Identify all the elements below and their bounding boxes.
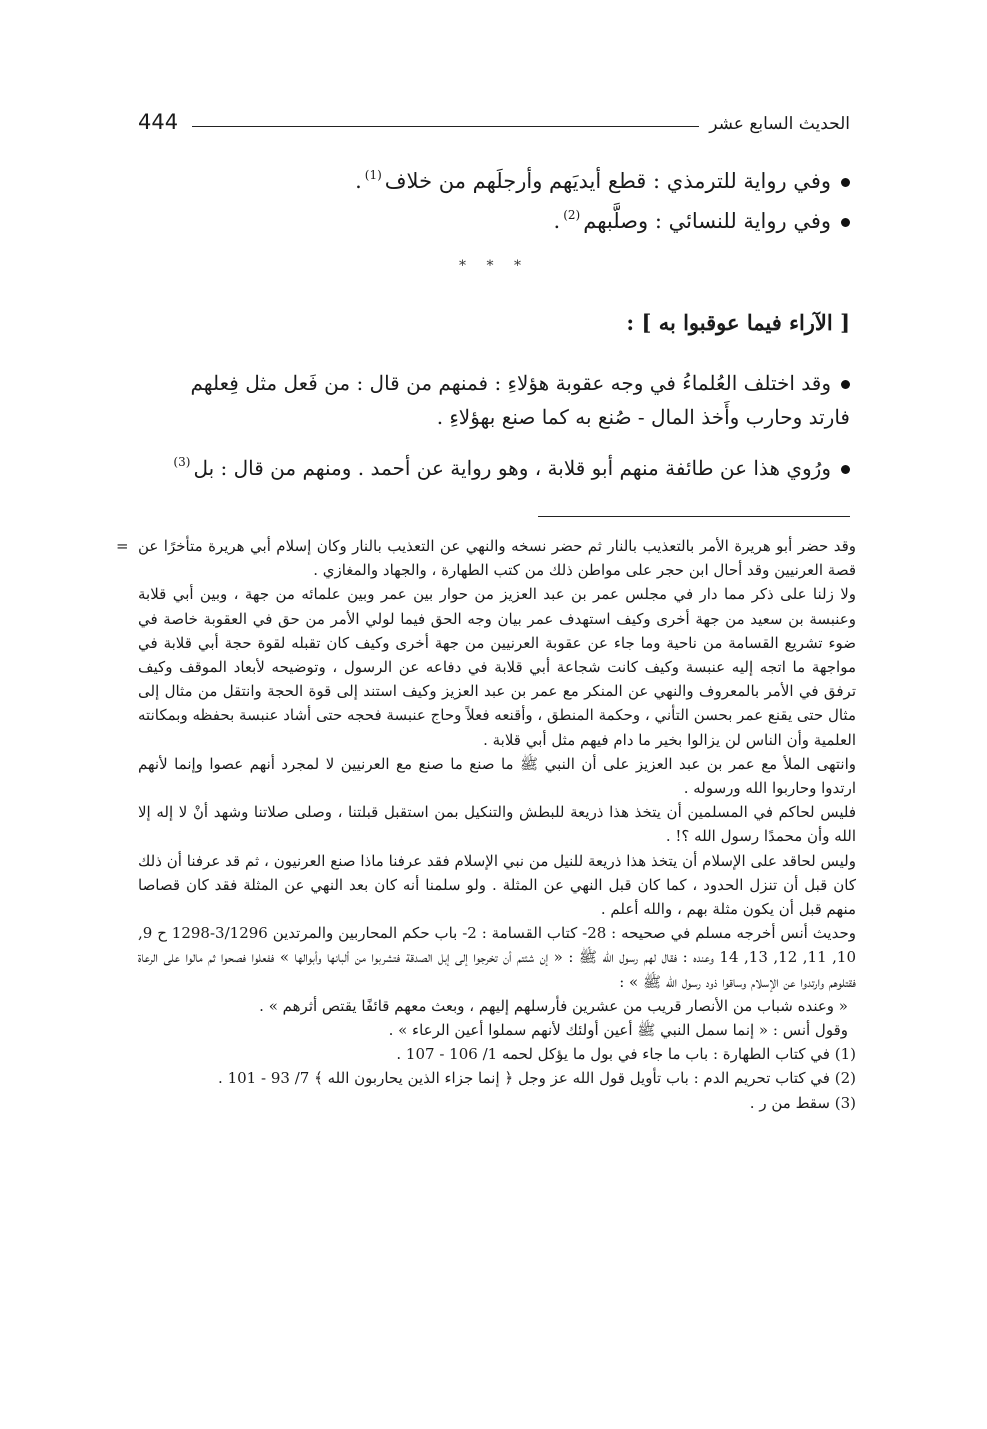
footnote-ref-1[interactable]: (1) [364, 168, 382, 182]
footnote-ref-2[interactable]: (2) [563, 208, 581, 222]
bullet-icon [841, 380, 850, 389]
nasai-text: وفي رواية للنسائي : وصلَّبهم [583, 209, 831, 233]
bullet-icon [841, 218, 850, 227]
header-rule [192, 126, 699, 127]
main-text [138, 158, 850, 238]
paragraph-1-line-1 [138, 366, 850, 400]
footnote-ref-3[interactable]: (3) [173, 455, 191, 469]
section-heading [138, 306, 850, 340]
running-title: الحديث السابع عشر [709, 114, 850, 134]
page-number: 444 [138, 110, 179, 134]
footnote-paragraph-8: وقول أنس : « إنما سمل النبي ﷺ أعين أولئك لأنهم سملوا أعين الرعاء » . [388, 1021, 848, 1040]
paragraph-1-text-1: وقد اختلف العُلماءُ في وجه عقوبة هؤلاءِ : فمنهم من قال : من فَعل مثل فِعلهم [190, 371, 831, 395]
line-end: . [553, 209, 561, 233]
footnote-2: (2) في كتاب تحريم الدم : باب تأويل قول الله عز وجل ﴿ إنما جزاء الذين يحاربون الله ﴾ 7/ 93 - 101 . [218, 1069, 856, 1088]
footnote-paragraph-5: وليس لحاقد على الإسلام أن يتخذ هذا ذريعة للنيل من نبي الإسلام فقد عرفنا ماذا صنع العرنيون ، ثم قد عرفنا أن ذلك كان قبل أن تنزل الحدود ، كما كان قبل النهي عن المثلة . ولو سلمنا أنه كان بعد النهي عن المثلة فقد كان قصاصا منهم قبل أن يكون مثلة بهم ، والله أعلم . [138, 851, 856, 919]
heading-bracket-close: ] : [626, 310, 652, 335]
tirmidhi-line [138, 158, 850, 198]
section [138, 306, 850, 340]
footnote-paragraph-4: فليس لحاكم في المسلمين أن يتخذ هذا ذريعة للبطش والتنكيل بمن استقبل قبلتنا ، وصلى صلاتنا وشهد أنْ لا إله إلا الله وأن محمدًا رسول الله ؟! . [138, 803, 856, 846]
paragraph-1 [138, 366, 850, 485]
line-end: . [355, 169, 362, 193]
footnotes [116, 534, 857, 1115]
footnote-paragraph-7: « وعنده شباب من الأنصار قريب من عشرين فأرسلهم إليهم ، وبعث معهم قائفًا يقتص أثرهم » . [259, 996, 848, 1015]
bullet-icon [841, 178, 850, 187]
heading-title: الآراء فيما عوقبوا به [658, 310, 833, 335]
heading-bracket-open: [ [840, 310, 850, 335]
separator [138, 258, 850, 274]
stars-separator: * * * [459, 258, 529, 274]
continuation-mark: = [116, 537, 129, 555]
nasai-line [138, 198, 850, 238]
footnote-paragraph-3: وانتهى الملأ مع عمر بن عبد العزيز على أن النبي ﷺ ما صنع ما صنع مع العرنيين لا لمجرد أنهم عصوا وإنما لأنهم ارتدوا وحاربوا الله ورسوله . [138, 754, 856, 798]
paragraph-1-line-2: فارتد وحارب وأَخذ المال - صُنع به كما صنع بهؤلاءِ . [436, 405, 850, 429]
footnote-paragraph-6: وحديث أنس أخرجه مسلم في صحيحه : 28- كتاب القسامة : 2- باب حكم المحاربين والمرتدين 3/1296-1298 ح 9, 10, 11, 12, 13, 14 وعنده : فقال لهم رسول الله ﷺ : « إن شئتم أن تخرجوا إلى إبل الصدقة فتشربوا من ألبانها وأبوالها » ففعلوا فصحوا ثم مالوا على الرعاة فقتلوهم وارتدوا عن الإسلام وساقوا ذود رسول الله ﷺ » : [138, 924, 857, 991]
footnote-rule [538, 516, 850, 517]
footnote-1: (1) في كتاب الطهارة : باب ما جاء في بول ما يؤكل لحمه 1/ 106 - 107 . [396, 1045, 856, 1064]
tirmidhi-text: وفي رواية للترمذي : قطع أيديَهم وأرجلَهم من خلاف [384, 169, 831, 193]
paragraph-2 [138, 445, 850, 485]
footnote-3: (3) سقط من ر . [749, 1093, 856, 1112]
footnote-paragraph-1: وقد حضر أبو هريرة الأمر بالتعذيب بالنار ثم حضر نسخه والنهي عن التعذيب بالنار وكان إسلام أبي هريرة متأخرًا عن قصة العرنيين وقد أحال ابن حجر على مواطن ذلك من كتب الطهارة ، والجهاد والمغازي . [138, 537, 856, 580]
paragraph-2-text: ورُوي هذا عن طائفة منهم أبو قلابة ، وهو رواية عن أحمد . ومنهم من قال : بل [193, 456, 831, 480]
page-header [138, 98, 850, 134]
bullet-icon [841, 465, 850, 474]
footnote-paragraph-2: ولا زلنا على ذكر مما دار في مجلس عمر بن عبد العزيز من حوار بين عمر وبين علمائه من جهة ، وبين أبي قلابة وعنبسة بن سعيد من جهة أخرى وكيف استهدف عمر بيان وجه الحق فيما لولي الأمر من حق في العقوبة خاصة في ضوء تشريع القسامة من ناحية وما جاء عن عقوبة العرنيين من جهة أخرى وكيف كان تقبله لقوة حجة أبي قلابة في مواجهة ما اتجه إليه عنبسة وكيف كانت شجاعة أبي قلابة في دفاعه عن الرسول ، وتوضيحه لأبعاد الموقف وكيف ترفق في الأمر بالمعروف والنهي عن المنكر مع عمر بن عبد العزيز وكيف استند إلى قوة الحجة وانتقل من مثال إلى مثال حتى يقنع عمر بحسن التأني ، وحكمة المنطق ، وأقنعه فعلاً وحاج عنبسة فحجه حتى أشاد عنبسة بحفظه وبمكانته العلمية وأن الناس لن يزالوا بخير ما دام فيهم مثل أبي قلابة . [138, 585, 856, 749]
